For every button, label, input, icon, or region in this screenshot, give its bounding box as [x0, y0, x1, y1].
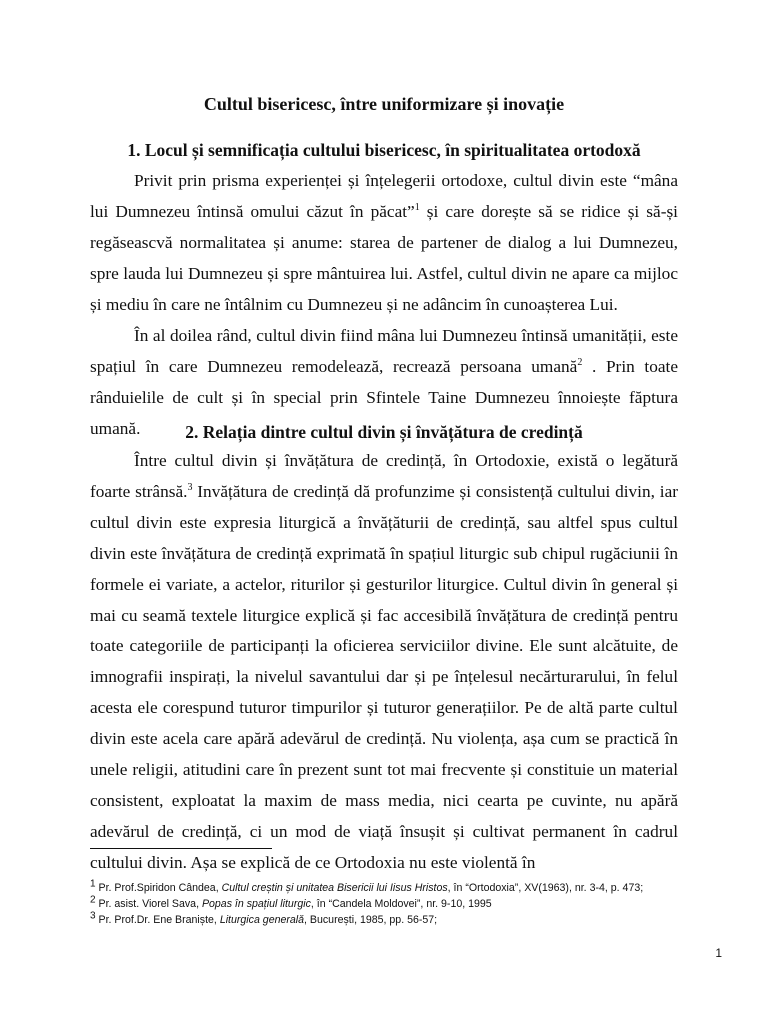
- paragraph-1-text-b: și care dorește să se ridice și să-și regăseascvă normalitatea și anume: starea de partener de dialog a lui Dumnezeu, spre lauda lui Dumnezeu și spre mântuirea lui. Astfel, cultul divin ne apare ca mijloc și mediu în care ne întâlnim cu Dumnezeu și ne adâncim în cunoașterea Lui.: [90, 201, 678, 314]
- footnote-2-author: Pr. asist. Viorel Sava,: [98, 898, 202, 910]
- footnote-1-source: , în “Ortodoxia”, XV(1963), nr. 3-4, p. 473;: [447, 882, 644, 894]
- paragraph-3: [90, 446, 678, 879]
- footnote-3-source: , București, 1985, pp. 56-57;: [304, 914, 438, 926]
- footnote-3-number: 3: [90, 910, 96, 922]
- section-heading-2: 2. Relația dintre cultul divin și învățătura de credință: [185, 422, 583, 442]
- footnote-1-work: Cultul creștin și unitatea Bisericii lui Iisus Hristos: [221, 882, 448, 894]
- footnote-3-work: Liturgica generală: [219, 914, 305, 926]
- section-heading-1: 1. Locul și semnificația cultului bisericesc, în spiritualitatea ortodoxă: [127, 140, 641, 160]
- footnote-1: [90, 880, 690, 896]
- footnote-3: [90, 912, 690, 928]
- footnotes: [90, 880, 690, 928]
- paragraph-1: [90, 166, 678, 321]
- footnote-2-work: Popas în spațiul liturgic: [201, 898, 311, 910]
- footnote-ref-2[interactable]: 2: [577, 357, 583, 369]
- page-number: 1: [715, 946, 722, 960]
- footnote-2-source: , în “Candela Moldovei”, nr. 9-10, 1995: [310, 898, 492, 910]
- footnote-3-author: Pr. Prof.Dr. Ene Braniște,: [98, 914, 220, 926]
- footnote-1-number: 1: [90, 878, 96, 890]
- paragraph-3-text-b: Invățătura de credință dă profunzime și consistență cultului divin, iar cultul divin este expresia liturgică a învățăturii de credință, sau altfel spus cultul divin este învățătura de credință exprimată în spațiul liturgic sub chipul rugăciunii în formele ei variate, a actelor, riturilor și gesturilor liturgice. Cultul divin în general și mai cu seamă textele liturgice explică și fac accesibilă învățătura de credință pentru toate categoriile de participanți la oficierea serviciilor divine. Ele sunt alcătuite, de imnografii inspirați, la nivelul savantului dar și pe înțelesul necărturarului, în felul acesta ele corespund tuturor timpurilor și tuturor generațiilor. Pe de altă parte cultul divin este acela care apără adevărul de credință. Nu violența, așa cum se practică în unele religii, atitudini care în prezent sunt tot mai frecvente și constituie un material consistent, exploatat la maxim de mass media, nici cearta pe cuvinte, nu apără adevărul de credință, ci un mod de viață însușit și cultivat permanent în cadrul cultului divin. Așa se explică de ce Ortodoxia nu este violentă în: [90, 481, 679, 872]
- footnote-2-number: 2: [90, 894, 96, 906]
- page-title: Cultul bisericesc, între uniformizare și inovație: [203, 94, 565, 114]
- paragraph-2-text-b: . Prin toate rânduielile de cult și în special prin Sfintele Taine Dumnezeu înnoiește făptura umană.: [90, 356, 678, 438]
- footnote-1-author: Pr. Prof.Spiridon Cândea,: [98, 882, 222, 894]
- footnote-ref-1[interactable]: 1: [414, 202, 420, 214]
- paragraph-1-text-a: Privit prin prisma experienței și înțelegerii ortodoxe, cultul divin este “mâna lui Dumnezeu întinsă omului căzut în păcat”: [90, 171, 678, 221]
- footnote-separator: [90, 848, 272, 849]
- footnote-ref-3[interactable]: 3: [187, 482, 193, 494]
- footnote-2: [90, 896, 690, 912]
- paragraph-2-text-a: În al doilea rând, cultul divin fiind mâna lui Dumnezeu întinsă umanității, este spațiul în care Dumnezeu remodelează, recrează persoana umană: [90, 326, 678, 376]
- paragraph-3-text-a: Între cultul divin și învățătura de credință, în Ortodoxie, există o legătură foarte strânsă.: [90, 451, 678, 501]
